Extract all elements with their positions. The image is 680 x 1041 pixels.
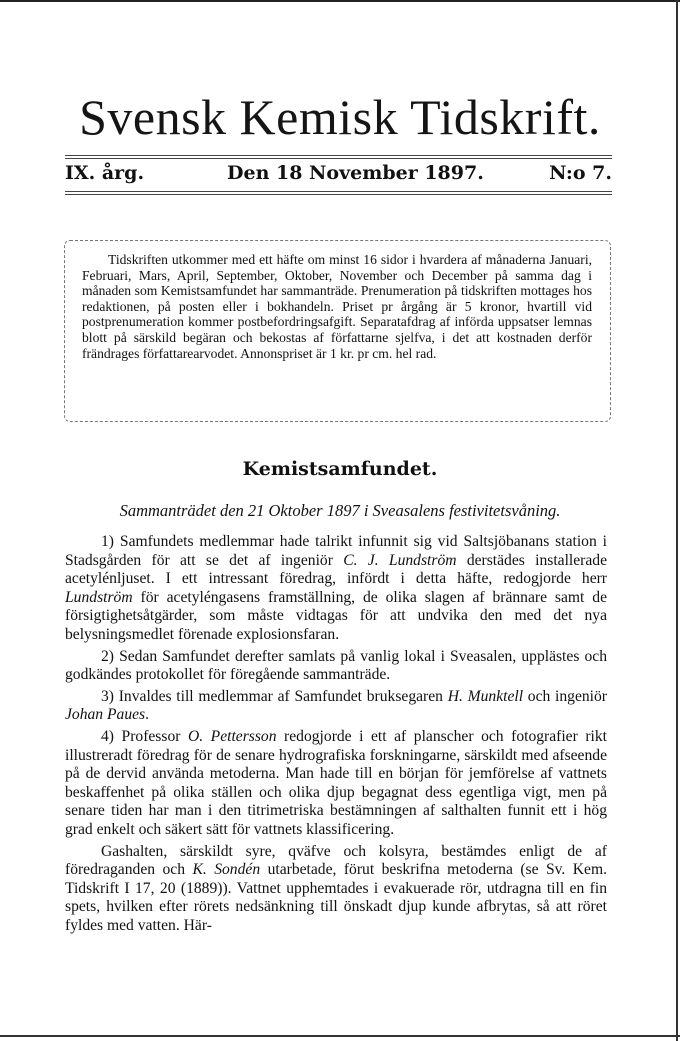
p5-text-a: Gashalten, särskildt syre, qväfve och kolsyra, bestämdes enligt de af föredraganden och	[65, 842, 607, 879]
divider-rule	[65, 194, 612, 195]
paragraph-1	[65, 533, 607, 645]
p3-text-a: 3) Invaldes till medlemmar af Samfundet bruksegaren	[101, 687, 448, 705]
issue-line	[65, 160, 612, 190]
divider-rule	[65, 191, 612, 192]
article-body	[65, 533, 607, 938]
journal-title: Svensk Kemisk Tidskrift.	[79, 89, 601, 145]
p1-text-c: för acetyléngasens framställning, de olika slagen af brännare samt de försigtighetsåtgärder, som måste vidtagas för att undvika den med det nya belysningsmedlet förenade explosionsfaran.	[65, 588, 607, 643]
divider-rule	[65, 158, 612, 159]
p3-text-b: och ingeniör	[523, 687, 607, 705]
section-heading: Kemistsamfundet.	[242, 458, 438, 480]
paragraph-5	[65, 843, 607, 936]
p4-text-b: redogjorde i ett af planscher och fotografier rikt illustreradt föredrag för de senare hydrografiska forskningarne, särskildt med afseende på de dervid använda metoderna. Man hade till en början för jemförelse af vattnets beskaffenhet på olika ställen och olika djup begagnat dess egentliga vigt, men på senare tiden har man i den titrimetriska bestämningen af salthalten funnit ett i hög grad enkelt och säkert sätt för vattnets klassificering.	[65, 727, 607, 838]
paragraph-4	[65, 728, 607, 840]
person-name: Lundström	[65, 588, 133, 606]
p5-text-b: utarbetade, förut beskrifna metoderna (se Sv. Kem. Tidskrift I 17, 20 (1889)). Vattnet upphemtades i evakuerade rör, utdragna till en fin spets, hvilken efter rörets nedsänkning till önskadt djup kunde afbrytas, så att röret fyldes med vatten. Här-	[65, 861, 607, 934]
person-name: O. Pettersson	[187, 727, 277, 745]
divider-rule	[65, 155, 612, 156]
notice-text: Tidskriften utkommer med ett häfte om minst 16 sidor i hvardera af månaderna Januari, Februari, Mars, April, September, Oktober, November och December på samma dag i månaden som Kemistsamfundet har sammanträde. Prenumeration på tidskriften mottages hos redaktionen, på posten eller i bokhandeln. Priset pr årgång är 5 kronor, hvartill vid postprenumeration kommer postbefordringsafgift. Separatafdrag af införda uppsatser lemnas blott på särskild begäran och bekostas af författarne sjelfva, i det att kostnaden derför frändrages författarearvodet. Annonspriset är 1 kr. pr cm. hel rad.	[82, 252, 592, 361]
bottom-border	[0, 1035, 680, 1037]
person-name: K. Sondén	[192, 861, 261, 879]
paragraph-3	[65, 688, 607, 725]
person-name: H. Munktell	[447, 687, 524, 705]
section-subheading: Sammanträdet den 21 Oktober 1897 i Sveasalens festivitetsvåning.	[119, 501, 561, 520]
issue-date: Den 18 November 1897.	[227, 162, 484, 184]
paragraph-2: 2) Sedan Samfundet derefter samlats på vanlig lokal i Sveasalen, upplästes och godkändes protokollet för föregående sammanträde.	[65, 647, 607, 684]
p1-text-b: derstädes installerade acetylénljuset. I ett intressant föredrag, infördt i detta häfte, redogjorde herr	[65, 551, 608, 588]
person-name: C. J. Lundström	[343, 551, 457, 569]
person-name: Johan Paues	[65, 706, 146, 724]
issue-volume: IX. årg.	[65, 162, 145, 184]
p3-text-c: .	[145, 706, 150, 724]
issue-number: N:o 7.	[549, 162, 612, 184]
p4-text-a: 4) Professor	[101, 727, 188, 745]
top-border	[0, 0, 680, 2]
p1-text-a: 1) Samfundets medlemmar hade talrikt infunnit sig vid Saltsjöbanans station i Stadsgården för att se det af ingeniör	[65, 533, 607, 569]
